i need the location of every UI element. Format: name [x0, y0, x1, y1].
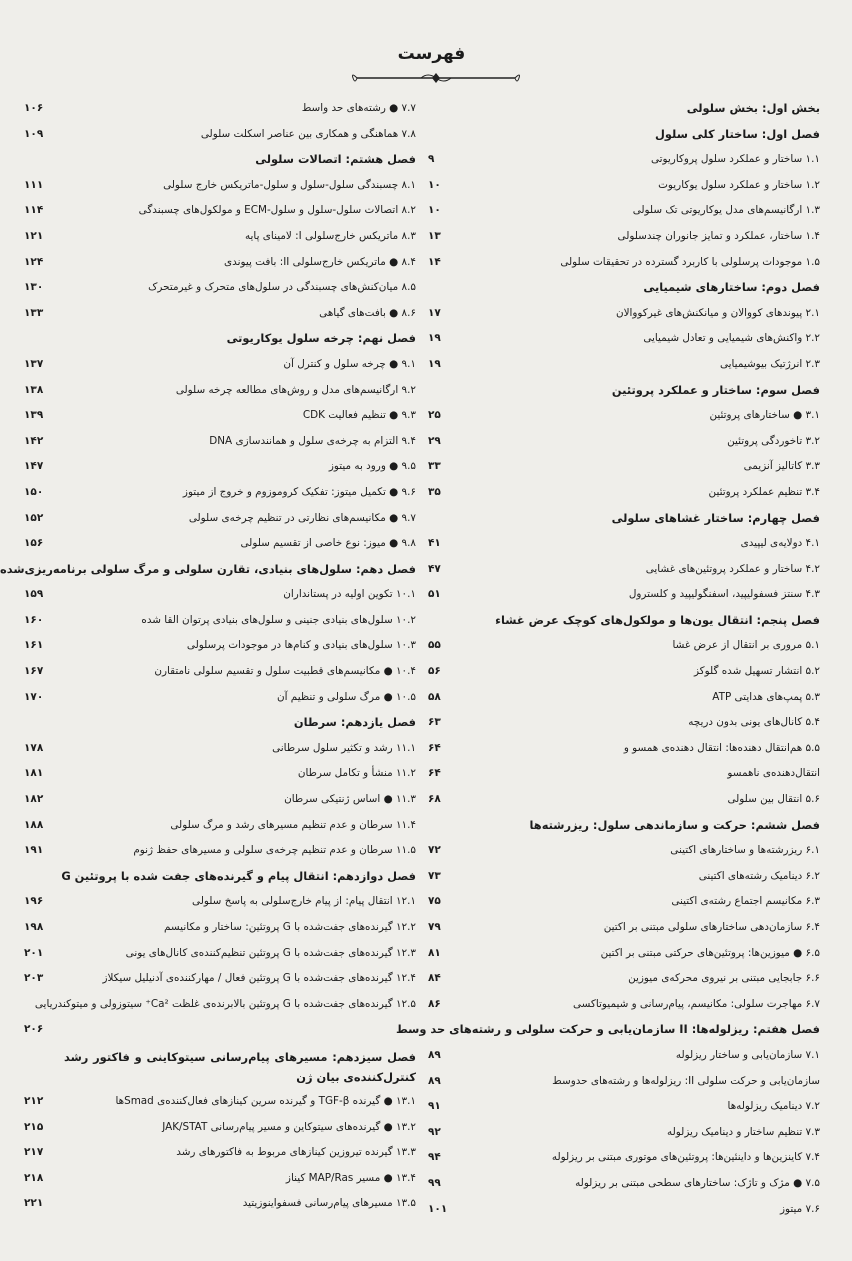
entry-title: ۵.۴ کانال‌های یونی بدون دریچه [688, 716, 820, 729]
page-number: ۶۳ [428, 716, 441, 729]
entry-title: ۳.۲ تاخوردگی پروتئین [727, 434, 820, 447]
toc-entry [24, 378, 416, 404]
toc-entry [24, 198, 416, 224]
page-number: ۲۱۷ [24, 1146, 44, 1159]
toc-entry [428, 915, 820, 941]
entry-title: ۵.۵ هم‌انتقال دهنده‌ها: انتقال دهنده‌ی همسو و [623, 741, 820, 754]
page-number: ۱۷۸ [24, 741, 44, 754]
page-number: ۱۲۴ [24, 255, 44, 268]
toc-entry [428, 659, 820, 685]
entry-title: ۶.۵ ● میوزین‌ها: پروتئین‌های حرکتی مبتنی بر اکتین [600, 946, 820, 959]
page-number: ۱۵۰ [24, 485, 44, 498]
entry-title: ۱۲.۱ انتقال پیام: از پیام خارج‌سلولی به پاسخ سلولی [192, 895, 416, 908]
toc-entry [24, 1191, 416, 1217]
toc-entry [24, 224, 416, 250]
page-number: ۱۳۷ [24, 357, 44, 370]
page-number: ۱۶۷ [24, 665, 44, 678]
toc-entry [24, 915, 416, 941]
entry-title: ۱۳.۳ گیرنده تیروزین کینازهای مربوط به فاکتورهای رشد [176, 1146, 416, 1159]
toc-entry [428, 685, 820, 711]
chapter-heading [24, 710, 416, 736]
page-number: ۱۵۲ [24, 511, 44, 524]
page-number: ۸۱ [428, 946, 441, 959]
toc-entry [428, 403, 820, 429]
page-number: ۱۳۳ [24, 306, 44, 319]
page-number: ۱۱۱ [24, 178, 44, 191]
page-number: ۱۰۱ [428, 1202, 448, 1215]
toc-entry [428, 1171, 820, 1197]
toc-entry [428, 1094, 820, 1120]
page-number: ۱۵۹ [24, 588, 44, 601]
entry-title: ۹.۳ ● تنظیم فعالیت CDK [302, 409, 416, 422]
entry-title: فصل دهم: سلول‌های بنیادی، تقارن سلولی و مرگ سلولی برنامه‌ریزی‌شده [0, 561, 416, 576]
page-number: ۲۵ [428, 409, 441, 422]
entry-title: ۶.۷ مهاجرت سلولی: مکانیسم، پیام‌رسانی و شیمیوتاکسی [573, 997, 820, 1010]
entry-title: ۱۲.۳ گیرنده‌های جفت‌شده با G پروتئین تنظیم‌کننده‌ی کانال‌های یونی [125, 946, 416, 959]
entry-title: ۷.۸ هماهنگی و همکاری بین عناصر اسکلت سلولی [200, 127, 416, 140]
page-number: ۱۰ [428, 178, 441, 191]
entry-title: فصل دوازدهم: انتقال پیام و گیرنده‌های جفت شده با پروتئین G [61, 868, 416, 883]
toc-entry [24, 1017, 416, 1043]
page-number: ۵۶ [428, 665, 441, 678]
entry-title: ۹.۵ ● ورود به میتوز [328, 460, 416, 473]
page-number: ۱۴۲ [24, 434, 44, 447]
page-number: ۱۸۸ [24, 818, 44, 831]
page-number: ۱۷۰ [24, 690, 44, 703]
toc-entry [24, 685, 416, 711]
entry-title: فصل دوم: ساختارهای شیمیایی [643, 280, 820, 295]
toc-column-left [0, 96, 416, 1217]
page-number: ۲۱۲ [24, 1094, 44, 1107]
toc-entry [24, 1115, 416, 1141]
toc-entry [24, 992, 416, 1018]
toc-entry [428, 787, 820, 813]
entry-title: ۵.۱ مروری بر انتقال از عرض غشا [672, 639, 820, 652]
entry-title: ۱۲.۵ گیرنده‌های جفت‌شده با G پروتئین بالابرنده‌ی غلظت Ca²⁺ سیتوزولی و میتوکندریایی [34, 997, 416, 1010]
toc-entry [24, 301, 416, 327]
toc-entry [24, 480, 416, 506]
page-number: ۶۴ [428, 741, 441, 754]
entry-title: ۴.۳ سنتز فسفولیپید، اسفنگولیپید و کلسترول [628, 588, 820, 601]
page-number: ۶۴ [428, 767, 441, 780]
toc-entry [428, 864, 820, 890]
toc-entry [428, 966, 820, 992]
entry-title: بخش اول: بخش سلولی [686, 101, 820, 115]
page-number: ۱۹ [428, 357, 441, 370]
page-number: ۹۴ [428, 1151, 441, 1164]
toc-entry [428, 582, 820, 608]
page-number: ۸۴ [428, 972, 441, 985]
page-number: ۱۳۸ [24, 383, 44, 396]
entry-title: ۱.۱ ساختار و عملکرد سلول پروکاریوتی [650, 153, 820, 166]
chapter-heading [428, 275, 820, 301]
entry-title: فصل ششم: حرکت و سازماندهی سلول: ریزرشته‌ها [529, 817, 820, 832]
toc-entry [428, 941, 820, 967]
toc-entry [428, 301, 820, 327]
toc-entry [24, 1166, 416, 1192]
entry-title: ۲.۲ واکنش‌های شیمیایی و تعادل شیمیایی [643, 332, 820, 345]
toc-entry [24, 96, 416, 122]
chapter-heading [428, 608, 820, 634]
chapter-heading [428, 813, 820, 839]
chapter-heading [428, 506, 820, 532]
page-number: ۳۳ [428, 460, 441, 473]
page-number: ۷۵ [428, 895, 441, 908]
title-ornament [351, 70, 521, 86]
page-number: ۲۰۶ [24, 1023, 44, 1036]
entry-title: ۱.۵ موجودات پرسلولی با کاربرد گسترده در تحقیقات سلولی [560, 255, 820, 268]
toc-entry [24, 173, 416, 199]
toc-entry [428, 173, 820, 199]
toc-entry [428, 531, 820, 557]
toc-entry [428, 710, 820, 736]
page-number: ۱۰۹ [24, 127, 44, 140]
entry-title: ۱۳.۱ ● گیرنده TGF-β و گیرنده سرین کینازهای فعال‌کننده‌ی Smadها [115, 1094, 416, 1107]
entry-title: ۷.۶ میتوز [780, 1202, 820, 1215]
toc-entry [24, 582, 416, 608]
entry-title: ۳.۳ کاتالیز آنزیمی [743, 460, 820, 473]
page-number: ۱۸۲ [24, 793, 44, 806]
page-number: ۷۳ [428, 869, 441, 882]
page-number: ۱۶۱ [24, 639, 44, 652]
chapter-heading [0, 557, 416, 583]
entry-title: ۲.۳ انرژتیک بیوشیمیایی [719, 357, 820, 370]
entry-title: ۷.۴ کاینزین‌ها و داینئین‌ها: پروتئین‌های موتوری مبتنی بر ریزلوله [551, 1151, 820, 1164]
page-number: ۵۵ [428, 639, 441, 652]
entry-title: ۱۳.۵ مسیرهای پیام‌رسانی فسفواینوزیتید [242, 1197, 416, 1210]
toc-entry [24, 1089, 416, 1115]
page-number: ۱۹۱ [24, 844, 44, 857]
entry-title: ۴.۲ ساختار و عملکرد پروتئین‌های غشایی [645, 562, 820, 575]
toc-entry [24, 454, 416, 480]
entry-title: ۱.۲ ساختار و عملکرد سلول یوکاریوت [658, 178, 820, 191]
chapter-heading [395, 1017, 820, 1043]
page-number: ۱۰۶ [24, 102, 44, 114]
toc-entry [428, 992, 820, 1018]
page-number: ۱۳ [428, 229, 441, 242]
toc-entry [24, 352, 416, 378]
page-number: ۱۵۶ [24, 537, 44, 550]
page-number: ۷۲ [428, 844, 441, 857]
page-number: ۱۳۹ [24, 409, 44, 422]
page-number: ۵۸ [428, 690, 441, 703]
page-number: ۹ [428, 153, 435, 166]
toc-entry [428, 326, 820, 352]
entry-title: ۱۱.۲ منشأ و تکامل سرطان [297, 767, 416, 780]
toc-entry [24, 761, 416, 787]
page-number: ۱۹ [428, 332, 441, 345]
page-number: ۵۱ [428, 588, 441, 601]
toc-entry [428, 1120, 820, 1146]
toc-entry [428, 1043, 820, 1069]
page-number: ۱۹۸ [24, 921, 44, 933]
page-number: ۲۰۳ [24, 972, 44, 985]
entry-title: ۹.۴ التزام به چرخه‌ی سلول و همانندسازی DNA [209, 434, 416, 447]
page-number: ۱۶۰ [24, 613, 44, 626]
toc-entry [428, 429, 820, 455]
toc-entry [24, 787, 416, 813]
page-number: ۱۰ [428, 204, 441, 217]
chapter-heading [24, 147, 416, 173]
page-number: ۹۹ [428, 1176, 441, 1189]
toc-entry [428, 147, 820, 173]
entry-title: ۵.۳ پمپ‌های هدایتی ATP [712, 690, 820, 703]
toc-entry [24, 403, 416, 429]
entry-title: ۱۰.۵ ● مرگ سلولی و تنظیم آن [276, 690, 416, 703]
entry-title: ۷.۳ تنظیم ساختار و دینامیک ریزلوله [667, 1125, 820, 1138]
entry-title: فصل هفتم: ریزلوله‌ها: II سازمان‌یابی و حرکت سلولی و رشته‌های حد وسط [395, 1022, 820, 1037]
entry-title: انتقال‌دهنده‌ی ناهمسو [727, 767, 820, 780]
chapter-heading [428, 378, 820, 404]
entry-title: ۱۰.۲ سلول‌های بنیادی جنینی و سلول‌های بنیادی پرتوان القا شده [141, 613, 416, 626]
entry-title: ۸.۵ میان‌کنش‌های چسبندگی در سلول‌های متحرک و غیرمتحرک [148, 281, 416, 294]
page-number: ۱۲۱ [24, 229, 44, 242]
entry-title: ۱۳.۴ ● مسیر MAP/Ras کیناز [285, 1171, 416, 1184]
entry-title: ۹.۸ ● میوز: نوع خاصی از تقسیم سلولی [240, 537, 416, 550]
page-number: ۸۹ [428, 1074, 441, 1087]
page-number: ۲۰۱ [24, 946, 44, 959]
entry-title: فصل سیزدهم: مسیرهای پیام‌رسانی سیتوکاینی و فاکتور رشد کنترل‌کننده‌ی بیان ژن [64, 1049, 416, 1084]
entry-title: فصل اول: ساختار کلی سلول [655, 126, 820, 141]
toc-entry [24, 633, 416, 659]
toc-entry [24, 531, 416, 557]
page-number: ۴۷ [428, 562, 441, 575]
toc-entry [428, 633, 820, 659]
entry-title: فصل پنجم: انتقال یون‌ها و مولکول‌های کوچک عرض غشاء [495, 612, 820, 627]
toc-entry [428, 480, 820, 506]
toc-entry [24, 736, 416, 762]
entry-title: ۱.۴ ساختار، عملکرد و تمایز جانوران چندسلولی [617, 229, 820, 242]
page-number: ۱۹۶ [24, 895, 44, 908]
entry-title: ۱۱.۱ رشد و تکثیر سلول سرطانی [272, 741, 416, 754]
entry-title: ۱۳.۲ ● گیرنده‌های سیتوکاین و مسیر پیام‌رسانی JAK/STAT [162, 1120, 416, 1133]
entry-title: فصل سوم: ساختار و عملکرد پروتئین [611, 382, 820, 397]
entry-title: ۹.۱ ● چرخه سلول و کنترل آن [283, 357, 416, 370]
toc-entry [24, 608, 416, 634]
entry-title: ۸.۲ اتصالات سلول-سلول و سلول-ECM و مولکول‌های چسبندگی [138, 204, 416, 217]
page-number: ۲۱۸ [24, 1171, 44, 1184]
page-number: ۱۴ [428, 255, 441, 268]
toc-entry [24, 941, 416, 967]
toc-entry [428, 352, 820, 378]
toc-entry [428, 198, 820, 224]
entry-title: ۱۲.۴ گیرنده‌های جفت‌شده با G پروتئین فعال / مهارکننده‌ی آدنیلیل سیکلاز [102, 972, 416, 985]
entry-title: ۳.۴ تنظیم عملکرد پروتئین [708, 485, 820, 498]
toc-entry [24, 889, 416, 915]
entry-title: ۱۲.۲ گیرنده‌های جفت‌شده با G پروتئین: ساختار و مکانیسم [164, 921, 416, 933]
toc-entry [24, 506, 416, 532]
page-number: ۱۷ [428, 306, 441, 319]
toc-entry [428, 761, 820, 787]
entry-title: ۹.۶ ● تکمیل میتوز: تفکیک کروموزوم و خروج از میتوز [182, 485, 416, 498]
page-number: ۱۴۷ [24, 460, 44, 473]
toc-entry [24, 659, 416, 685]
entry-title: ۸.۶ ● بافت‌های گیاهی [319, 306, 416, 319]
entry-title: ۷.۵ ● مژک و تاژک: ساختارهای سطحی مبتنی بر ریزلوله [575, 1176, 820, 1189]
entry-title: ۵.۶ انتقال بین سلولی [727, 793, 820, 806]
entry-title: ۴.۱ دولایه‌ی لیپیدی [740, 537, 820, 550]
entry-title: سازمان‌یابی و حرکت سلولی II: ریزلوله‌ها و رشته‌های حدوسط [552, 1074, 820, 1087]
chapter-heading [24, 864, 416, 890]
entry-title: ۱۰.۱ تکوین اولیه در پستانداران [283, 588, 416, 601]
entry-title: فصل نهم: چرخه سلول یوکاریوتی [226, 331, 416, 346]
entry-title: ۸.۱ چسبندگی سلول-سلول و سلول-ماتریکس خارج سلولی [163, 178, 416, 191]
entry-title: ۱.۳ ارگانیسم‌های مدل یوکاریوتی تک سلولی [632, 204, 820, 217]
entry-title: ۸.۳ ماتریکس خارج‌سلولی I: لامینای پایه [244, 229, 416, 242]
toc-entry [428, 454, 820, 480]
toc-entry [24, 838, 416, 864]
toc-entry [428, 557, 820, 583]
entry-title: ۱۱.۳ ● اساس ژنتیکی سرطان [284, 793, 416, 806]
entry-title: ۶.۲ دینامیک رشته‌های اکتینی [698, 869, 820, 882]
entry-title: ۷.۲ دینامیک ریزلوله‌ها [727, 1100, 820, 1113]
page-number: ۶۸ [428, 793, 441, 806]
entry-title: فصل هشتم: اتصالات سلولی [255, 152, 416, 167]
toc-entry [24, 275, 416, 301]
page-number: ۲۲۱ [24, 1197, 44, 1210]
chapter-heading [24, 326, 416, 352]
toc-entry [24, 1140, 416, 1166]
page-number: ۱۸۱ [24, 767, 44, 780]
entry-title: ۳.۱ ● ساختارهای پروتئین [709, 409, 820, 422]
toc-entry [24, 122, 416, 148]
entry-title: فصل یازدهم: سرطان [293, 715, 416, 730]
page-number: ۸۶ [428, 997, 441, 1010]
page-number: ۷۹ [428, 921, 441, 933]
toc-entry [24, 813, 416, 839]
chapter-heading [428, 122, 820, 148]
entry-title: ۶.۳ مکانیسم اجتماع رشته‌ی اکتینی [671, 895, 820, 908]
toc-entry [428, 1069, 820, 1095]
entry-title: ۱۱.۴ سرطان و عدم تنظیم مسیرهای رشد و مرگ سلولی [170, 818, 416, 831]
page-number: ۳۵ [428, 485, 441, 498]
entry-title: ۶.۶ جابجایی مبتنی بر نیروی محرکه‌ی میوزین [628, 972, 820, 985]
entry-title: ۸.۴ ● ماتریکس خارج‌سلولی II: بافت پیوندی [224, 255, 416, 268]
toc-column-right [395, 96, 820, 1222]
toc-entry [24, 429, 416, 455]
toc-entry [428, 1145, 820, 1171]
entry-title: ۹.۲ ارگانیسم‌های مدل و روش‌های مطالعه چرخه سلولی [175, 383, 416, 396]
page-number: ۱۳۰ [24, 281, 44, 294]
entry-title: ۹.۷ ● مکانیسم‌های نظارتی در تنظیم چرخه‌ی سلولی [188, 511, 416, 524]
page-number: ۲۱۵ [24, 1120, 44, 1133]
entry-title: ۶.۴ سازمان‌دهی ساختارهای سلولی مبتنی بر اکتین [603, 921, 820, 933]
page-title: فهرست [397, 44, 466, 64]
entry-title: ۵.۲ انتشار تسهیل شده گلوکز [693, 665, 820, 678]
toc-entry [428, 838, 820, 864]
chapter-heading [428, 96, 820, 122]
entry-title: ۷.۷ ● رشته‌های حد واسط [301, 102, 416, 114]
toc-entry [428, 1197, 820, 1223]
toc-entry [24, 966, 416, 992]
entry-title: ۶.۱ ریزرشته‌ها و ساختارهای اکتینی [670, 844, 820, 857]
toc-entry [24, 250, 416, 276]
toc-entry [428, 250, 820, 276]
toc-entry [428, 224, 820, 250]
entry-title: ۲.۱ پیوندهای کووالان و میانکنش‌های غیرکووالان [615, 306, 820, 319]
page-number: ۲۹ [428, 434, 441, 447]
entry-title: ۱۱.۵ سرطان و عدم تنظیم چرخه‌ی سلولی و مسیرهای حفظ ژنوم [133, 844, 416, 857]
entry-title: ۱۰.۴ ● مکانیسم‌های قطبیت سلول و تقسیم سلولی نامتقارن [154, 665, 416, 678]
entry-title: فصل چهارم: ساختار غشاهای سلولی [611, 510, 820, 525]
entry-title: ۱۰.۳ سلول‌های بنیادی و کنام‌ها در موجودات پرسلولی [186, 639, 416, 652]
toc-entry [428, 889, 820, 915]
entry-title: ۷.۱ سازمان‌یابی و ساختار ریزلوله [675, 1048, 820, 1061]
page-number: ۴۱ [428, 537, 441, 550]
page-number: ۹۱ [428, 1100, 441, 1113]
page-number: ۸۹ [428, 1048, 441, 1061]
toc-entry [428, 736, 820, 762]
page-number: ۱۱۴ [24, 204, 44, 217]
chapter-heading [24, 1043, 416, 1089]
page-number: ۹۲ [428, 1125, 441, 1138]
